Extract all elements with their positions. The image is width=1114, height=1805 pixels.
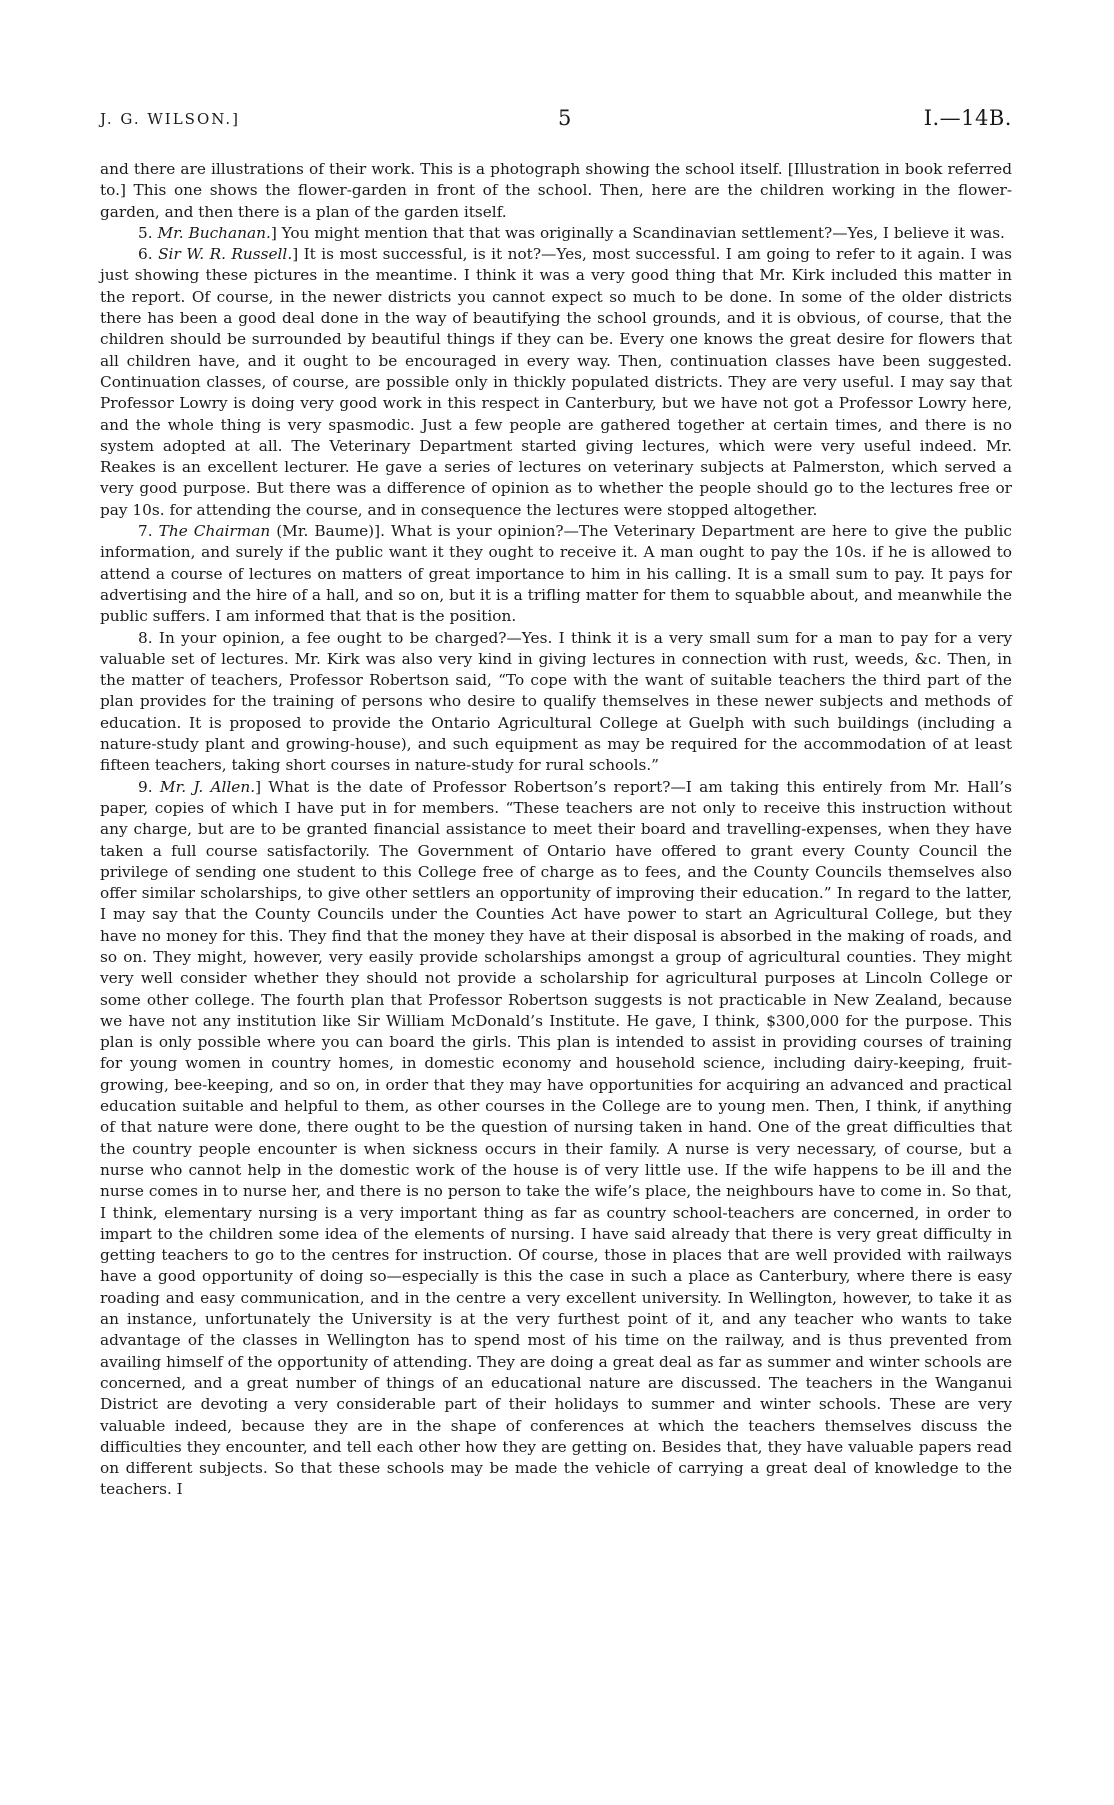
paragraph-text: ] You might mention that that was originally a Scandinavian settlement?—Yes, I believe it was. [270,223,1005,242]
paragraph-text: (Mr. Baume)]. What is your opinion?—The Veterinary Department are here to give the public information, and surely if the public want it they ought to receive it. A man ought to pay the 10s. if he is allowed to attend a course of lectures on matters of great importance to him in his calling. It is a small sum to pay. It pays for advertising and the hire of a hall, and so on, but it is a trifling matter for them to squabble about, and meanwhile the public suffers. I am informed that that is the position. [100,522,1012,626]
paragraph-5 [100,223,1012,244]
paragraph-8 [100,628,1012,777]
page-number: 5 [558,106,572,130]
document-reference: I.—14B. [923,106,1012,130]
paragraph-text: and there are illustrations of their work. This is a photograph showing the school itself. [Illustration in book referred to.] This one shows the flower-garden in front of the school. Then, here are the children working in the flower-garden, and then there is a plan of the garden itself. [100,160,1012,221]
paragraph-6 [100,244,1012,521]
paragraph-text: ] It is most successful, is it not?—Yes, most successful. I am going to refer to it again. I was just showing these pictures in the meantime. I think it was a very good thing that Mr. Kirk included this matter in the report. Of course, in the newer districts you cannot expect so much to be done. In some of the older districts there has been a good deal done in the way of beautifying the school grounds, and it is obvious, of course, that the children should be surrounded by beautiful things if they can be. Every one knows the great desire for flowers that all children have, and it ought to be encouraged in every way. Then, continuation classes have been suggested. Continuation classes, of course, are possible only in thickly populated districts. They are very useful. I may say that Professor Lowry is doing very good work in this respect in Canterbury, but we have not got a Professor Lowry here, and the whole thing is very spasmodic. Just a few people are gathered together at certain times, and there is no system adopted at all. The Veterinary Department started giving lectures, which were very useful indeed. Mr. Reakes is an excellent lecturer. He gave a series of lectures on veterinary subjects at Palmerston, which served a very good purpose. But there was a difference of opinion as to whether the people should go to the lectures free or pay 10s. for attending the course, and in consequence the lectures were stopped altogether. [100,245,1012,519]
question-number: 8. [138,628,153,647]
speaker-name: Sir W. R. Russell. [158,245,293,264]
question-number: 6. [138,245,153,264]
page-header [100,106,1012,136]
paragraph-7 [100,521,1012,627]
paragraph-text: ] What is the date of Professor Robertson’s report?—I am taking this entirely from Mr. Hall’s paper, copies of which I have put in for members. “These teachers are not only to receive this instruction without any charge, but are to be granted financial assistance to meet their board and travelling-expenses, when they have taken a full course satisfactorily. The Government of Ontario have offered to grant every County Council the privilege of sending one student to this College free of charge as to fees, and the County Councils themselves also offer similar scholarships, to give other settlers an opportunity of improving their education.” In regard to the latter, I may say that the County Councils under the Counties Act have power to start an Agricultural College, but they have no money for this. They find that the money they have at their disposal is absorbed in the making of roads, and so on. They might, however, very easily provide scholarships amongst a group of agricultural counties. They might very well consider whether they should not provide a scholarship for agricultural purposes at Lincoln College or some other college. The fourth plan that Professor Robertson suggests is not practicable in New Zealand, because we have not any institution like Sir William McDonald’s Institute. He gave, I think, $300,000 for the purpose. This plan is only possible where you can board the girls. This plan is intended to assist in providing courses of training for young women in country homes, in domestic economy and household science, including dairy-keeping, fruit-growing, bee-keeping, and so on, in order that they may have opportunities for acquiring an advanced and practical education suitable and helpful to them, as other courses in the College are to young men. Then, I think, if anything of that nature were done, there ought to be the question of nursing taken in hand. One of the great difficulties that the country people encounter is when sickness occurs in their family. A nurse is very necessary, of course, but a nurse who cannot help in the domestic work of the house is of very little use. If the wife happens to be ill and the nurse comes in to nurse her, and there is no person to take the wife’s place, the neighbours have to come in. So that, I think, elementary nursing is a very important thing as far as country school-teachers are concerned, in order to impart to the children some idea of the elements of nursing. I have said already that there is very great difficulty in getting teachers to go to the centres for instruction. Of course, those in places that are well provided with railways have a good opportunity of doing so—especially is this the case in such a place as Canterbury, where there is easy roading and easy communication, and in the centre a very excellent university. In Wellington, however, to take it as an instance, unfortunately the University is at the very furthest point of it, and any teacher who wants to take advantage of the classes in Wellington has to spend most of his time on the railway, and is thus prevented from availing himself of the opportunity of attending. They are doing a great deal as far as summer and winter schools are concerned, and a great number of things of an educational nature are discussed. The teachers in the Wanganui District are devoting a very considerable part of their holidays to summer and winter schools. These are very valuable indeed, because they are in the shape of conferences at which the teachers themselves discuss the difficulties they encounter, and tell each other how they are getting on. Besides that, they have valuable papers read on different subjects. So that these schools may be made the vehicle of carrying a great deal of knowledge to the teachers. I [100,777,1012,1499]
header-witness-name: J. G. WILSON.] [100,110,241,128]
question-number: 5. [138,223,153,242]
paragraph-continuation [100,159,1012,223]
body-text [100,159,1012,1501]
speaker-name: Mr. J. Allen. [159,777,256,796]
paragraph-text: In your opinion, a fee ought to be charged?—Yes. I think it is a very small sum for a man to pay for a very valuable set of lectures. Mr. Kirk was also very kind in giving lectures in connection with rust, weeds, &c. Then, in the matter of teachers, Professor Robertson said, “To cope with the want of suitable teachers the third part of the plan provides for the training of persons who desire to qualify themselves in these newer subjects and methods of education. It is proposed to provide the Ontario Agricultural College at Guelph with such buildings (including a nature-study plant and growing-house), and such equipment as may be required for the accommodation of at least fifteen teachers, taking short courses in nature-study for rural schools.” [100,628,1012,775]
speaker-name: The Chairman [158,522,271,541]
question-number: 7. [138,522,153,541]
paragraph-9 [100,777,1012,1501]
question-number: 9. [138,777,153,796]
speaker-name: Mr. Buchanan. [157,223,271,242]
